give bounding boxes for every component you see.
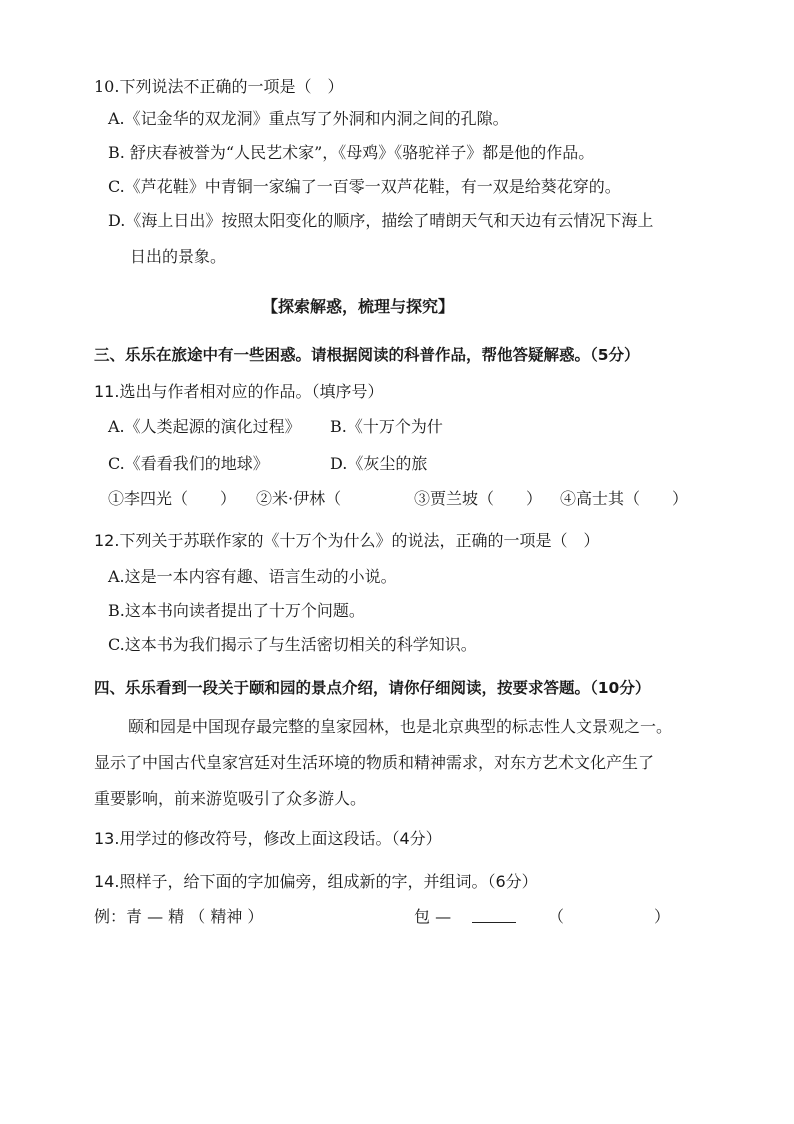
q11-work-a: A.《人类起源的演化过程》: [108, 417, 301, 436]
q14-example: 例：青 — 精 （ 精神 ）: [94, 907, 264, 926]
q14-paren-close: ）: [654, 907, 671, 926]
passage-line-3: 重要影响，前来游览吸引了众多游人。: [94, 789, 367, 808]
q10-option-d: D.《海上日出》按照太阳变化的顺序，描绘了晴朗天气和天边有云情况下海上: [108, 211, 654, 230]
q14-task-char: 包 —: [414, 907, 452, 926]
passage-line-1: 颐和园是中国现存最完整的皇家园林，也是北京典型的标志性人文景观之一。: [128, 717, 673, 736]
q14-stem: 14.照样子，给下面的字加偏旁，组成新的字，并组词。（6分）: [94, 872, 538, 891]
q10-option-d-cont: 日出的景象。: [130, 247, 227, 266]
part3-title: 三、乐乐在旅途中有一些困惑。请根据阅读的科普作品，帮他答疑解惑。（5分）: [94, 346, 640, 364]
q10-option-a: A.《记金华的双龙洞》重点写了外洞和内洞之间的孔隙。: [108, 109, 509, 128]
section-heading: 【探索解惑，梳理与探究】: [262, 297, 455, 316]
q10-option-b: B. 舒庆春被誉为“人民艺术家”，《母鸡》《骆驼祥子》都是他的作品。: [108, 143, 595, 162]
q12-option-c: C.这本书为我们揭示了与生活密切相关的科学知识。: [108, 635, 477, 654]
q10-stem: 10.下列说法不正确的一项是（ ）: [94, 77, 344, 96]
q11-work-b: B.《十万个为什: [330, 417, 443, 436]
q14-paren-open: （: [548, 907, 565, 926]
q11-stem: 11.选出与作者相对应的作品。（填序号）: [94, 382, 384, 401]
q11-author-3: ③贾兰坡（ ）: [414, 489, 543, 508]
q13-stem: 13.用学过的修改符号，修改上面这段话。（4分）: [94, 829, 442, 848]
q12-option-a: A.这是一本内容有趣、语言生动的小说。: [108, 567, 397, 586]
passage-line-2: 显示了中国古代皇家宫廷对生活环境的物质和精神需求，对东方艺术文化产生了: [94, 753, 655, 772]
q11-work-d: D.《灰尘的旅: [330, 454, 428, 473]
q11-author-1: ①李四光（ ）: [108, 489, 237, 508]
q14-answer-blank[interactable]: [472, 906, 516, 929]
q11-author-2: ②米·伊林（: [256, 489, 342, 508]
q12-option-b: B.这本书向读者提出了十万个问题。: [108, 601, 365, 620]
part4-title: 四、乐乐看到一段关于颐和园的景点介绍，请你仔细阅读，按要求答题。（10分）: [94, 679, 651, 697]
q10-option-c: C.《芦花鞋》中青铜一家编了一百零一双芦花鞋，有一双是给葵花穿的。: [108, 177, 621, 196]
q11-author-4: ④高士其（ ）: [560, 489, 689, 508]
q11-work-c: C.《看看我们的地球》: [108, 454, 269, 473]
q12-stem: 12.下列关于苏联作家的《十万个为什么》的说法，正确的一项是（ ）: [94, 531, 600, 550]
